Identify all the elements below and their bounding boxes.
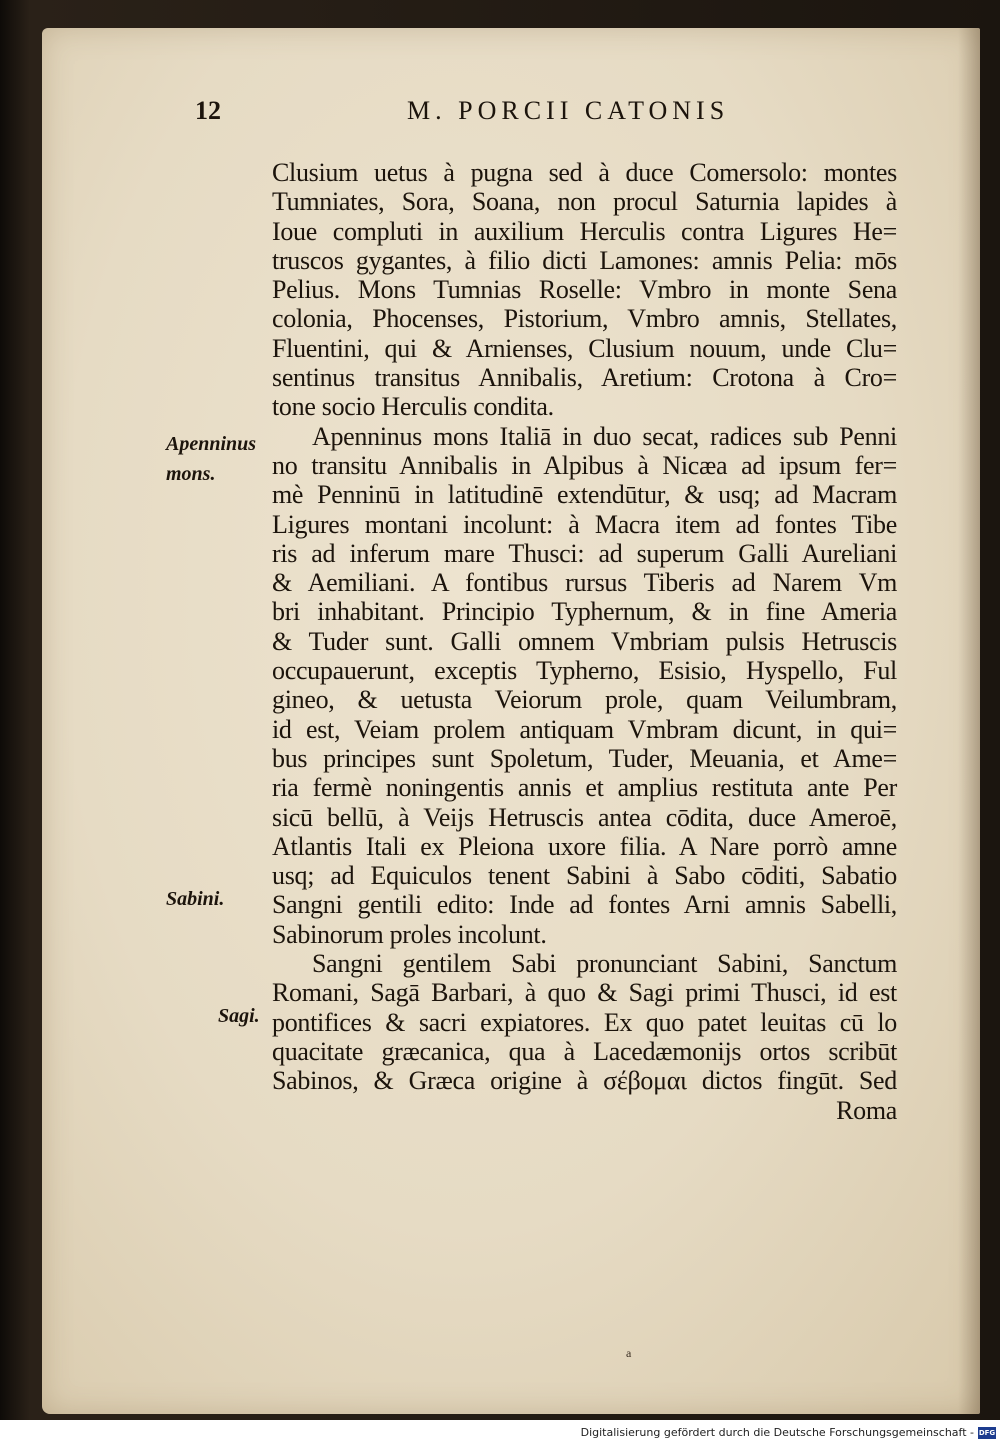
text-line: quacitate græcanica, qua à Lacedæmonijs ortos scribūt: [272, 1036, 897, 1066]
text-line: tone socio Herculis condita.: [272, 392, 554, 422]
page-edge-shadow: [958, 28, 980, 1414]
text-line: Romani, Sagā Barbari, à quo & Sagi primi Thusci, id est: [272, 978, 897, 1008]
text-line: usq; ad Equiculos tenent Sabini à Sabo cōditi, Sabatio: [272, 861, 897, 891]
text-line: no transitu Annibalis in Alpibus à Nicæa ad ipsum fer=: [272, 450, 897, 480]
text-line: truscos gygantes, à filio dicti Lamones: amnis Pelia: mōs: [272, 245, 897, 275]
marginal-note-sagi: Sagi.: [218, 1005, 260, 1027]
text-line: ris ad inferum mare Thusci: ad superum Galli Aureliani: [272, 538, 897, 568]
text-line: & Tuder sunt. Galli omnem Vmbriam pulsis Hetruscis: [272, 626, 897, 656]
running-title: M. PORCII CATONIS: [407, 96, 730, 125]
body-text: [272, 158, 897, 1125]
page-number: 12: [195, 96, 221, 125]
digitization-footer: [0, 1420, 1000, 1448]
marginal-note-apenninus: Apenninus: [166, 433, 257, 455]
text-line: Apenninus mons Italiā in duo secat, radices sub Penni: [312, 421, 897, 451]
text-line: Ioue compluti in auxilium Herculis contra Ligures He=: [272, 216, 897, 246]
text-line: Sabinorum proles incolunt.: [272, 919, 547, 949]
text-line: Clusium uetus à pugna sed à duce Comersolo: montes: [272, 158, 897, 187]
text-line: colonia, Phocenses, Pistorium, Vmbro amnis, Stellates,: [272, 304, 897, 334]
marginal-note-sabini: Sabini.: [166, 888, 225, 910]
text-line: Atlantis Itali ex Pleiona uxore filia. A Nare porrò amne: [272, 831, 897, 861]
dfg-logo: DFG: [978, 1429, 996, 1437]
text-line: Ligures montani incolunt: à Macra item ad fontes Tibe: [272, 509, 897, 539]
footer-credit: Digitalisierung gefördert durch die Deutsche Forschungsgemeinschaft -: [580, 1426, 974, 1439]
text-line: occupauerunt, exceptis Typherno, Esisio, Hyspello, Ful: [272, 656, 897, 686]
text-line: Pelius. Mons Tumnias Roselle: Vmbro in monte Sena: [272, 275, 897, 305]
text-line: & Aemiliani. A fontibus rursus Tiberis ad Narem Vm: [272, 568, 897, 598]
text-line: Tumniates, Sora, Soana, non procul Saturnia lapides à: [272, 187, 897, 217]
text-line: bus principes sunt Spoletum, Tuder, Meuania, et Ame=: [272, 743, 897, 773]
running-head: [195, 96, 895, 136]
text-line: Fluentini, qui & Arnienses, Clusium nouum, unde Clu=: [272, 333, 897, 363]
text-line: gineo, & uetusta Veiorum prole, quam Veilumbram,: [272, 685, 897, 715]
text-line: id est, Veiam prolem antiquam Vmbram dicunt, in qui=: [272, 714, 897, 744]
text-line: mè Penninū in latitudinē extendūtur, & usq; ad Macram: [272, 480, 897, 510]
text-line: ria fermè noningentis annis et amplius restituta ante Per: [272, 773, 897, 803]
text-line: Sangni gentilem Sabi pronunciant Sabini, Sanctum: [312, 949, 897, 979]
text-line: sicū bellū, à Veijs Hetruscis antea cōdita, duce Ameroē,: [272, 802, 897, 832]
marginal-note-mons: mons.: [166, 463, 216, 485]
catchword: Roma: [836, 1095, 897, 1125]
text-line: Sangni gentili edito: Inde ad fontes Arni amnis Sabelli,: [272, 890, 897, 920]
text-line: Sabinos, & Græca origine à σέβομαι dictos fingūt. Sed: [272, 1066, 897, 1096]
text-line: pontifices & sacri expiatores. Ex quo patet leuitas cū lo: [272, 1007, 897, 1037]
text-line: bri inhabitant. Principio Typhernum, & in fine Ameria: [272, 597, 897, 627]
signature-mark: a: [626, 1346, 632, 1360]
text-line: sentinus transitus Annibalis, Aretium: Crotona à Cro=: [272, 363, 897, 393]
